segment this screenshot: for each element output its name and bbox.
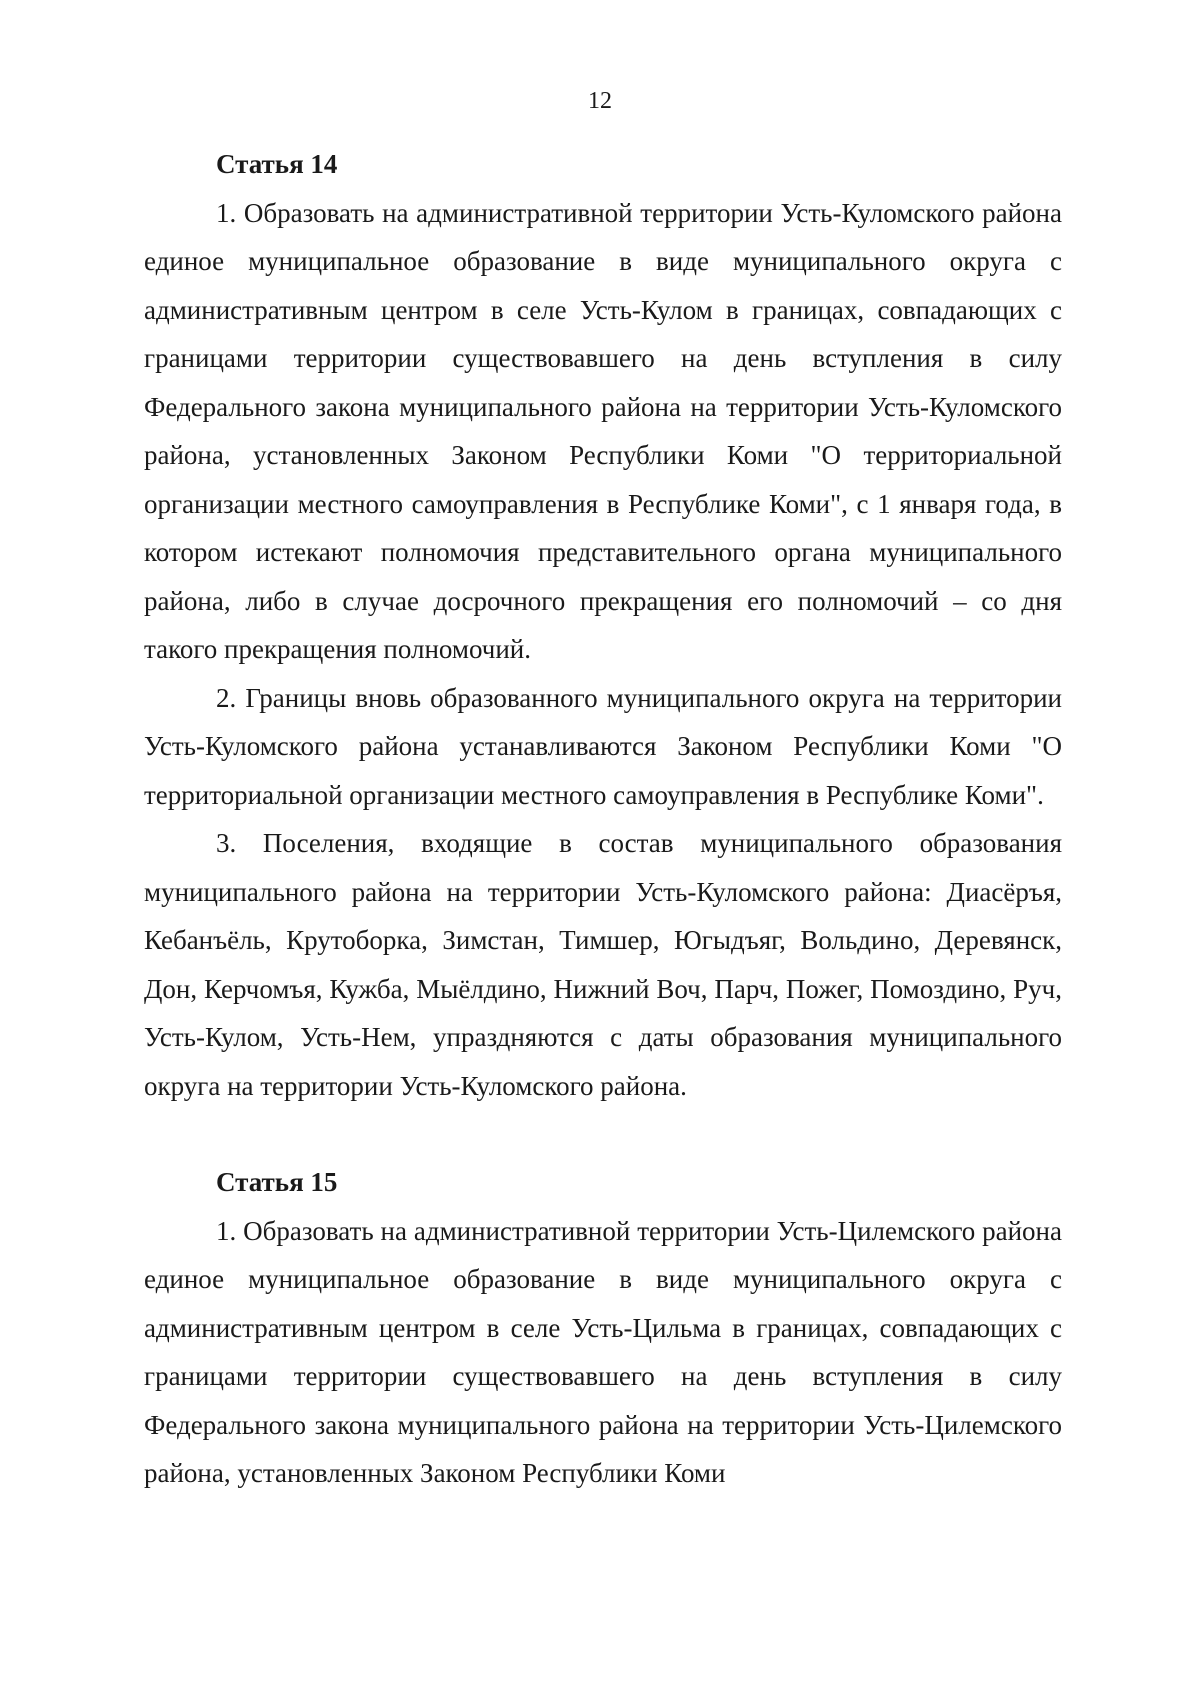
article-heading: Статья 15	[216, 1167, 338, 1197]
document-body	[144, 140, 1062, 1498]
section-spacer	[144, 1110, 1062, 1158]
page-number: 12	[588, 88, 612, 114]
article-heading: Статья 14	[216, 149, 338, 179]
article-paragraph: 2. Границы вновь образованного муниципального округа на территории Усть-Куломского района устанавливаются Законом Республики Коми "О территориальной организации местного самоуправления в Республике Коми".	[144, 682, 1062, 810]
article-paragraph: 1. Образовать на административной территории Усть-Цилемского района единое муниципальное образование в виде муниципального округа с административным центром в селе Усть-Цильма в границах, совпадающих с границами территории существовавшего на день вступления в силу Федерального закона муниципального района на территории Усть-Цилемского района, установленных Законом Республики Коми	[144, 1215, 1062, 1488]
article-15	[144, 1158, 1062, 1498]
article-paragraph: 1. Образовать на административной территории Усть-Куломского района единое муниципальное образование в виде муниципального округа с административным центром в селе Усть-Кулом в границах, совпадающих с границами территории существовавшего на день вступления в силу Федерального закона муниципального района на территории Усть-Куломского района, установленных Законом Республики Коми "О территориальной организации местного самоуправления в Республике Коми", с 1 января года, в котором истекают полномочия представительного органа муниципального района, либо в случае досрочного прекращения его полномочий – со дня такого прекращения полномочий.	[144, 197, 1062, 664]
article-paragraph: 3. Поселения, входящие в состав муниципального образования муниципального района на территории Усть-Куломского района: Диасёръя, Кебанъёль, Крутоборка, Зимстан, Тимшер, Югыдъяг, Вольдино, Деревянск, Дон, Керчомъя, Кужба, Мыёлдино, Нижний Воч, Парч, Пожег, Помоздино, Руч, Усть-Кулом, Усть-Нем, упраздняются с даты образования муниципального округа на территории Усть-Куломского района.	[144, 828, 1062, 1101]
article-14	[144, 140, 1062, 1110]
